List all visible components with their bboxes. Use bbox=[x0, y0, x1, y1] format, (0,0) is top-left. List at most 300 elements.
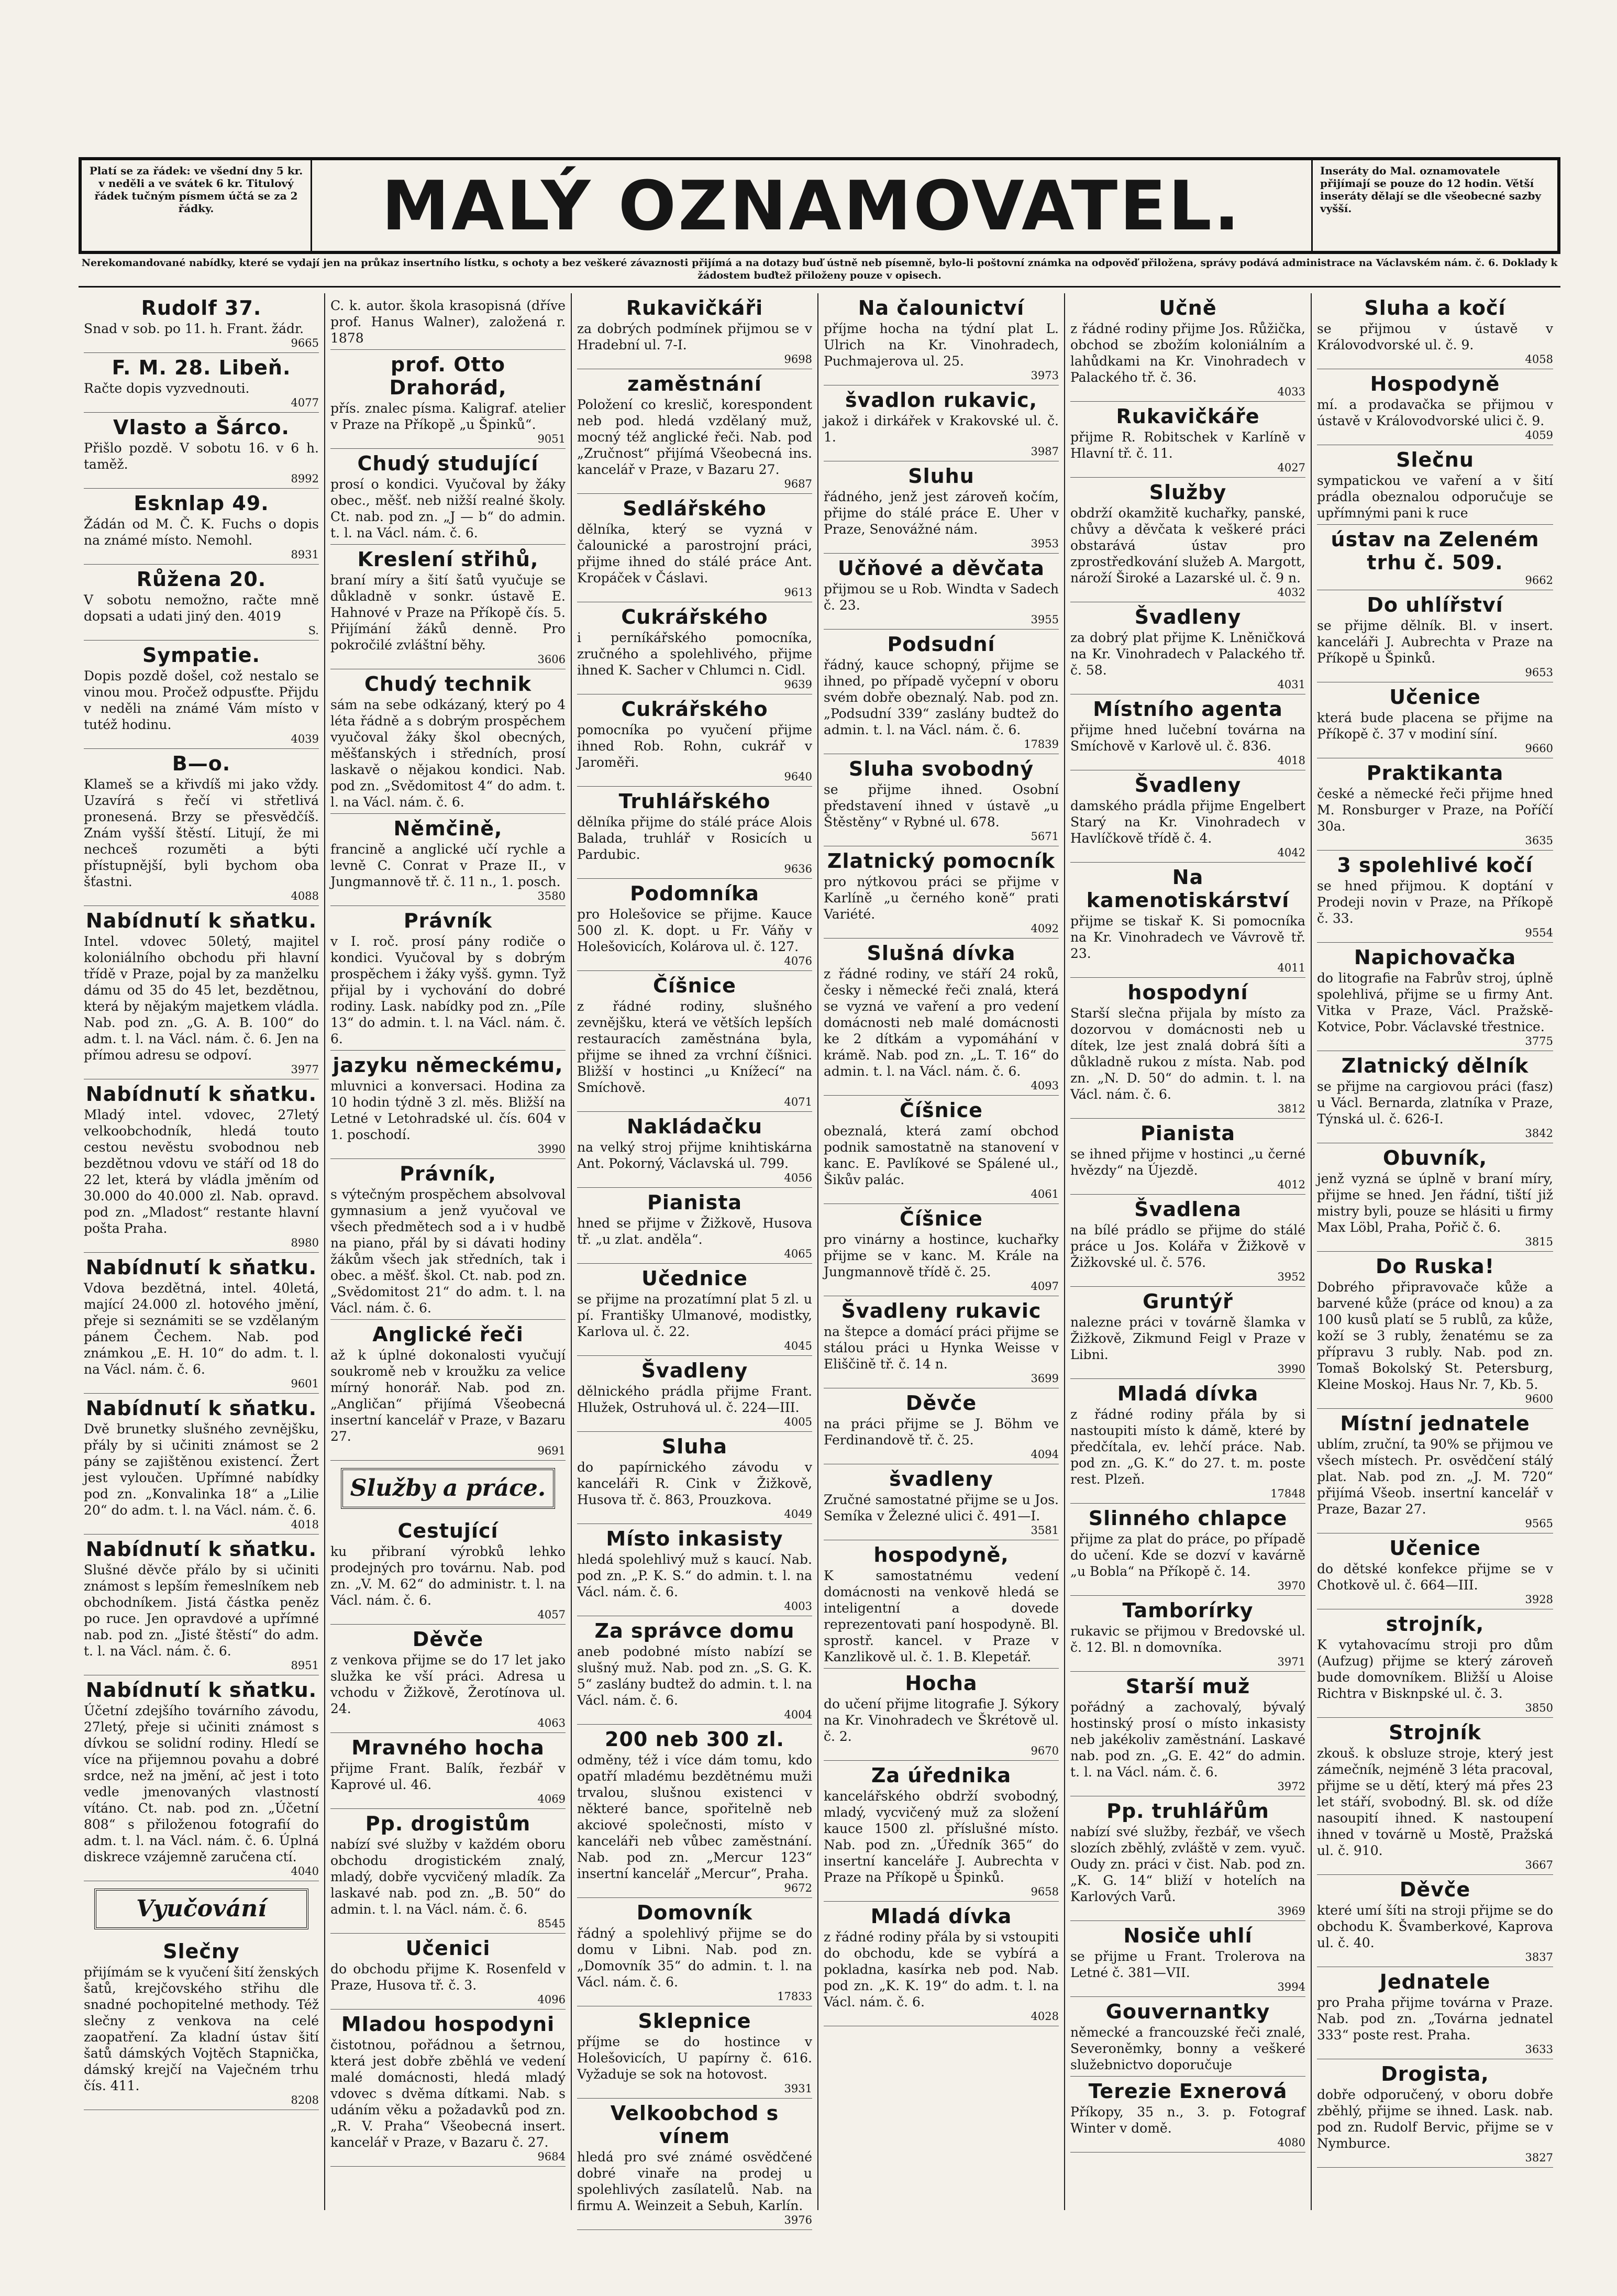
ad-text: české a německé řeči přijme hned M. Ronsburger v Praze, na Poříčí 30a. bbox=[1317, 786, 1553, 834]
ad-title: Číšnice bbox=[653, 974, 736, 997]
classified-ad bbox=[330, 906, 566, 1051]
ad-code: 4088 bbox=[291, 890, 319, 902]
ad-code: 4065 bbox=[784, 1248, 812, 1260]
ad-code: 4018 bbox=[291, 1518, 319, 1531]
ad-title: Švadlena bbox=[1134, 1198, 1242, 1221]
classified-ad bbox=[577, 1264, 812, 1356]
ad-text: pro Holešovice se přijme. Kauce 500 zl. K. dopt. u Fr. Váňy v Holešovicích, Kolárova ul. č. 127. bbox=[577, 907, 812, 954]
ad-code: 4097 bbox=[1031, 1280, 1059, 1293]
ad-title: Nabídnutí k sňatku. bbox=[85, 1397, 317, 1420]
ad-title: Anglické řeči bbox=[372, 1323, 524, 1346]
ad-text: do učení přijme litografie J. Sýkory na Kr. Vinohradech ve Škrétově ul. č. 2. bbox=[824, 1696, 1059, 1744]
ad-title: Strojník bbox=[1389, 1721, 1481, 1744]
ad-code: 3970 bbox=[1277, 1580, 1305, 1592]
ad-text: pomocníka po vyučení přijme ihned Rob. Rohn, cukrář v Jaroměři. bbox=[577, 722, 812, 770]
classified-ad bbox=[1070, 1504, 1305, 1596]
ad-code: 4061 bbox=[1031, 1188, 1059, 1200]
column-4 bbox=[818, 293, 1065, 2210]
ad-code: 8931 bbox=[291, 548, 319, 561]
classified-ad bbox=[1317, 1967, 1553, 2059]
ad-title: Domovník bbox=[636, 1901, 753, 1924]
ad-title: Do Ruska! bbox=[1375, 1255, 1495, 1278]
ad-text: Vdova bezdětná, intel. 40letá, mající 24.000 zl. hotového jmění, přeje si seznámiti se se vzdělaným pánem Čechem. Nab. pod známkou „E. H. 10“ do adm. t. l. na Václ. nám. č. 6. bbox=[84, 1281, 319, 1377]
classified-ad bbox=[824, 1388, 1059, 1464]
ad-title: Číšnice bbox=[900, 1207, 983, 1230]
ad-title: prof. Otto Drahorád, bbox=[389, 353, 507, 399]
ad-code: 4069 bbox=[537, 1793, 566, 1805]
ad-code: 3971 bbox=[1277, 1655, 1305, 1668]
ad-text: se přijme u Frant. Trolerova na Letné č. 381—VII. bbox=[1070, 1949, 1305, 1980]
ad-text: dělníka přijme do stálé práce Alois Balada, truhlář v Rosicích u Pardubic. bbox=[577, 814, 812, 862]
ad-code: 3635 bbox=[1525, 834, 1553, 847]
ad-title: Chudý studující bbox=[357, 452, 539, 475]
classified-ad bbox=[1317, 293, 1553, 369]
ad-title: Truhlářského bbox=[618, 790, 771, 813]
classified-ad bbox=[1317, 2059, 1553, 2168]
ad-title: Sluhu bbox=[908, 465, 974, 488]
ad-title: Velkoobchod s vínem bbox=[610, 2102, 779, 2148]
ad-code: 9640 bbox=[784, 770, 812, 783]
ad-title: Růžena 20. bbox=[136, 568, 267, 591]
ad-title: Pp. truhlářům bbox=[1106, 1800, 1269, 1823]
ad-text: za dobrý plat přijme K. Lněničková na Kr. Vinohradech v Palackého tř. č. 58. bbox=[1070, 630, 1305, 678]
classified-ad bbox=[1317, 1718, 1553, 1875]
ad-code: 4057 bbox=[537, 1608, 566, 1621]
ad-code: 3955 bbox=[1031, 613, 1059, 626]
ad-title: Nabídnutí k sňatku. bbox=[85, 1083, 317, 1106]
classified-ad bbox=[824, 1761, 1059, 1902]
classified-ad bbox=[1070, 1796, 1305, 1921]
ad-text: německé a francouzské řeči znalé, Severoněmky, bonny a veškeré služebnictvo doporučuje bbox=[1070, 2025, 1305, 2072]
classified-ad bbox=[1317, 1143, 1553, 1252]
ad-code: 4045 bbox=[784, 1340, 812, 1352]
classified-ad bbox=[577, 1432, 812, 1524]
ad-code: 4059 bbox=[1525, 429, 1553, 441]
classified-ad bbox=[824, 1669, 1059, 1761]
ad-text: francině a anglické učí rychle a levně C. Conrat v Praze II., v Jungmannově tř. č. 11 n., 1. posch. bbox=[330, 842, 566, 889]
ad-title: Rukavičkáře bbox=[1116, 405, 1260, 428]
ad-title: Na čalounictví bbox=[858, 296, 1025, 319]
ad-title: Esknlap 49. bbox=[134, 492, 269, 515]
classified-ad bbox=[330, 1809, 566, 1934]
classified-ad bbox=[84, 906, 319, 1079]
classified-ad bbox=[1070, 2077, 1305, 2152]
ad-title: švadleny bbox=[889, 1467, 993, 1491]
classified-ad bbox=[330, 350, 566, 449]
ad-text: jakož i dirkářek v Krakovské ul. č. 1. bbox=[824, 413, 1059, 445]
ad-text: čistotnou, pořádnou a šetrnou, která jest dobře zběhlá ve vedení malé domácnosti, hledá mladý vdovec s dvěma dítkami. Nab. s udáním věku a požadavků pod zn. „R. V. Praha“ Všeobecná insert. kancelář v Praze, v Bazaru č. 27. bbox=[330, 2037, 566, 2150]
ad-text: se ihned přijme v hostinci „u černé hvězdy“ na Újezdě. bbox=[1070, 1146, 1305, 1178]
ad-text: do dětské konfekce přijme se v Chotkově ul. č. 664—III. bbox=[1317, 1561, 1553, 1593]
ad-code: 4096 bbox=[537, 1993, 566, 2006]
classified-ad bbox=[577, 1188, 812, 1264]
classified-ad bbox=[1070, 1119, 1305, 1195]
ad-code: 9698 bbox=[784, 353, 812, 366]
classified-ad bbox=[330, 1934, 566, 2010]
ad-title: Slušná dívka bbox=[867, 942, 1016, 965]
ad-title: Drogista, bbox=[1381, 2062, 1489, 2085]
classified-ad bbox=[1070, 770, 1305, 863]
ad-text: na práci přijme se J. Böhm ve Ferdinandově tř. č. 25. bbox=[824, 1416, 1059, 1448]
ad-title: Hospodyně bbox=[1370, 372, 1500, 395]
classified-ad bbox=[824, 939, 1059, 1096]
classified-ad bbox=[577, 1898, 812, 2006]
ad-title: Vlasto a Šárco. bbox=[113, 416, 290, 439]
ad-code: 9687 bbox=[784, 478, 812, 490]
ad-code: 3581 bbox=[1031, 1524, 1059, 1537]
ad-text: příjme hocha na týdní plat L. Ulrich na Kr. Vinohradech, Puchmajerova ul. 25. bbox=[824, 321, 1059, 369]
ad-title: Nabídnutí k sňatku. bbox=[85, 1679, 317, 1702]
section-heading: Vyučování bbox=[94, 1889, 308, 1929]
ad-title: Napichovačka bbox=[1354, 946, 1516, 969]
ad-title: Hocha bbox=[905, 1672, 978, 1695]
classified-ad bbox=[824, 293, 1059, 385]
classified-ad bbox=[577, 2099, 812, 2230]
ad-title: Pianista bbox=[1140, 1122, 1236, 1145]
ad-code: 9665 bbox=[291, 337, 319, 349]
ad-text: na bílé prádlo se přijme do stálé práce u Jos. Kolářa v Žižkově v Žižkovské ul. č. 576. bbox=[1070, 1222, 1305, 1270]
ad-code: 9660 bbox=[1525, 742, 1553, 755]
classified-ad bbox=[84, 565, 319, 641]
ad-code: 4056 bbox=[784, 1172, 812, 1184]
ad-title: Místní jednatele bbox=[1340, 1412, 1530, 1435]
ad-title: Sklepnice bbox=[638, 2010, 751, 2033]
ad-text: Přišlo pozdě. V sobotu 16. v 6 h. taměž. bbox=[84, 440, 319, 472]
ad-text: Snad v sob. po 11. h. Frant. žádr. bbox=[84, 321, 304, 336]
classified-ad bbox=[1070, 1195, 1305, 1287]
ad-text: na velký stroj přijme knihtiskárna Ant. Pokorný, Václavská ul. 799. bbox=[577, 1140, 812, 1171]
ad-text: Mladý intel. vdovec, 27letý velkoobchodník, hledá touto cestou nevěstu svobodnou neb bezdětnou vdovu ve stáří od 18 do 22 let, která by vládla jměním od 30.000 do 40.000 zl. Nab. opravd. pod zn. „Mladost“ restante hlavní pošta Praha. bbox=[84, 1107, 319, 1236]
ad-text: hned se přijme v Žižkově, Husova tř. „u zlat. anděla“. bbox=[577, 1216, 812, 1247]
ad-text: zkouš. k obsluze stroje, který jest zámečník, nejméně 3 léta pracoval, přijme se u dětí, který má přes 23 let stáří, svobodný. Bl. sk. od díže nasoupití ihned. K nastoupení ihned v továrně u Mostě, Pražská ul. č. 910. bbox=[1317, 1746, 1553, 1858]
ad-code: 4093 bbox=[1031, 1079, 1059, 1092]
classified-ad bbox=[1317, 682, 1553, 758]
ad-text: mí. a prodavačka se přijmou v ústavě v Královodvorské ulici č. 9. bbox=[1317, 397, 1553, 428]
ad-code: 3987 bbox=[1031, 445, 1059, 458]
classified-ad bbox=[577, 1112, 812, 1188]
ad-text: Dvě brunetky slušného zevnějšku, přály by si učiniti známost se 2 pány se zajištěnou existencí. Žert jest vyloučen. Upřímné nabídky pod zn. „Konvalinka 18“ a „Lilie 20“ do adm. t. l. na Václ. nám. č. 6. bbox=[84, 1421, 319, 1518]
ad-title: Místního agenta bbox=[1093, 698, 1283, 721]
ad-code: 3976 bbox=[784, 2214, 812, 2226]
ad-title: Podsudní bbox=[887, 633, 995, 656]
classified-ad bbox=[1317, 445, 1553, 525]
ad-code: 17839 bbox=[1024, 738, 1059, 750]
section-heading: Služby a práce. bbox=[341, 1468, 555, 1509]
ad-code: 4039 bbox=[291, 733, 319, 745]
ad-code: 8545 bbox=[537, 1917, 566, 1930]
ad-code: 3837 bbox=[1525, 1951, 1553, 1963]
ad-title: jazyku německému, bbox=[333, 1054, 563, 1077]
ad-code: 3928 bbox=[1525, 1593, 1553, 1606]
ad-text: nalezne práci v továrně šlamka v Žižkově, Zikmund Feigl v Praze v Libni. bbox=[1070, 1315, 1305, 1362]
classified-ad bbox=[1070, 478, 1305, 602]
ad-text: z venkova přijme se do 17 let jako služka ke vší práci. Adresa u vchodu v Žižkově, Žerotínova ul. 24. bbox=[330, 1652, 566, 1716]
classified-ad bbox=[824, 846, 1059, 939]
column-1 bbox=[79, 293, 325, 2210]
ad-title: B—o. bbox=[172, 752, 231, 775]
ad-title: Do uhlířství bbox=[1367, 593, 1503, 616]
classified-ad bbox=[330, 1733, 566, 1809]
ad-code: 9691 bbox=[537, 1444, 566, 1457]
ad-text: se přijme ihned. Osobní představení ihned v ústavě „u Štěstěny“ v Rybné ul. 678. bbox=[824, 782, 1059, 830]
masthead-note: Nerekomandované nabídky, které se vydají jen na průkaz insertního lístku, s ochoty a bez veškeré závaznosti přijímá a na dotazy buď ústně neb písemně, bylo-li poštovní známka na odpověď přiložena, správy podává administrace na Václavském nám. č. 6. Doklady k žádostem buďtež přiloženy pouze v opisech. bbox=[79, 257, 1560, 288]
ad-code: 9565 bbox=[1525, 1517, 1553, 1530]
ad-title: Učně bbox=[1159, 296, 1217, 319]
classified-ad bbox=[1070, 1379, 1305, 1504]
ad-title: Němčině, bbox=[393, 817, 503, 840]
ad-text: Intel. vdovec 50letý, majitel koloniálního obchodu při hlavní třídě v Praze, pojal by za manželku dámu od 35 do 45 let, bezdětnou, která by nějakým majetkem vládla. Nab. pod zn. „G. A. B. 100“ do adm. t. l. na Václ. nám. č. 6. Jen na přímou adresu se odpoví. bbox=[84, 934, 319, 1063]
pricing-box: Platí se za řádek: ve všední dny 5 kr. v neděli a ve svátek 6 kr. Titulový řádek tučným písmem účtá se za 2 řádky. bbox=[82, 160, 312, 251]
ad-text: za dobrých podmínek přijmou se v Hradební ul. 7-I. bbox=[577, 321, 812, 352]
ad-text: přijme se tiskař K. Si pomocníka na Kr. Vinohradech ve Vávrově tř. 23. bbox=[1070, 913, 1305, 961]
ad-text: přijímám se k vyučení šití ženských šatů, krejčovského střihu dle snadné pochopitelné methody. Též slečny z venkova na celé zaopatření. Za kladní ústav šití šatů dámských Vojtěch Stapnička, dámský krejčí na Vaječném trhu čís. 411. bbox=[84, 1964, 319, 2093]
ad-title: Služby bbox=[1149, 481, 1227, 504]
ad-code: 4028 bbox=[1031, 2010, 1059, 2023]
classified-ad bbox=[330, 2010, 566, 2167]
ad-title: Gouvernantky bbox=[1105, 2000, 1270, 2023]
classified-ad bbox=[577, 1616, 812, 1725]
ad-title: zaměstnání bbox=[627, 372, 762, 395]
classified-ad bbox=[577, 494, 812, 602]
ad-title: Podomníka bbox=[630, 882, 759, 905]
ad-text: z řádné rodiny přála by si vstoupiti do obchodu, kde se vybírá a pokladna, kasírka neb pod. Nab. pod zn. „K. K. 19“ do adm. t. l. na Václ. nám. č. 6. bbox=[824, 1929, 1059, 2010]
classified-ad bbox=[330, 814, 566, 906]
ad-text: nabízí své služby, řezbář, ve všech slozích zběhlý, zvláště v zem. vyuč. Oudy zn. práci v čist. Nab. pod zn. „K. G. 14“ bliží v hotelích na Karlových Varů. bbox=[1070, 1824, 1305, 1904]
classified-ad bbox=[84, 641, 319, 749]
ad-title: Sluha a kočí bbox=[1364, 296, 1506, 319]
classified-ad bbox=[577, 2006, 812, 2099]
ad-title: Nosiče uhlí bbox=[1123, 1924, 1253, 1947]
ad-code: 3931 bbox=[784, 2082, 812, 2095]
ad-title: Švadleny rukavic bbox=[841, 1299, 1042, 1322]
classified-ad bbox=[1317, 943, 1553, 1051]
deadline-box: Inseráty do Mal. oznamovatele přijímají se pouze do 12 hodin. Větší inseráty dělají se dle všeobecné sazby vyšší. bbox=[1311, 160, 1557, 251]
ad-title: Chudý technik bbox=[364, 672, 532, 696]
ad-title: 3 spolehlivé kočí bbox=[1337, 854, 1533, 877]
classified-ad bbox=[1317, 1609, 1553, 1718]
classified-ad bbox=[1317, 1252, 1553, 1409]
ad-text: obeznalá, která zamí obchod podnik samostatně na stanovení v kanc. E. Pavlíkové se Spálené ul., Šikův palác. bbox=[824, 1123, 1059, 1187]
ad-code: S. bbox=[308, 624, 319, 637]
classified-ad bbox=[84, 353, 319, 413]
classified-ad bbox=[824, 385, 1059, 461]
classified-ad bbox=[1317, 1409, 1553, 1533]
classified-ad bbox=[84, 1535, 319, 1675]
ad-title: Učednice bbox=[641, 1267, 748, 1290]
ad-text: dělnického prádla přijme Frant. Hlužek, Ostruhová ul. č. 224—III. bbox=[577, 1384, 812, 1415]
ad-code: 9653 bbox=[1525, 666, 1553, 679]
ad-text: sám na sebe odkázaný, který po 4 léta řádně a s dobrým prospěchem vyučoval žáky škol obecných, měšťanských i středních, prosí laskavě o nějakou kondici. Nab. pod zn. „Svědomitost 4“ do adm. t. l. na Václ. nám. č. 6. bbox=[330, 697, 566, 810]
ad-code: 4049 bbox=[784, 1508, 812, 1520]
classified-ad bbox=[84, 1937, 319, 2110]
classified-ad bbox=[1317, 1875, 1553, 1967]
ad-code: 4032 bbox=[1277, 586, 1305, 599]
classified-ad bbox=[824, 630, 1059, 754]
ad-code: 4058 bbox=[1525, 353, 1553, 366]
ad-code: 3815 bbox=[1525, 1235, 1553, 1248]
classified-ad bbox=[84, 1675, 319, 1881]
ad-code: 4092 bbox=[1031, 922, 1059, 935]
ad-title: Mravného hocha bbox=[351, 1736, 545, 1759]
ad-code: 5671 bbox=[1031, 830, 1059, 843]
ad-code: 4033 bbox=[1277, 385, 1305, 398]
ad-title: Učňové a děvčata bbox=[838, 557, 1045, 580]
classified-ad bbox=[84, 1253, 319, 1394]
ad-text: z řádné rodiny, slušného zevnějšku, která ve větších lepších restauracích zaměstnána byla, přijme se ihned za vrchní číšnici. Bližší v hostinci „u Knížecí“ na Smíchově. bbox=[577, 999, 812, 1095]
ad-text: Účetní zdejšího továrního závodu, 27letý, přeje si učiniti známost s dívkou se solidní rodiny. Hledí se více na přijemnou povahu a dobré srdce, než na jmění, ač jest i toto vedle jmenovaných vlastností vítáno. Ct. nab. pod zn. „Účetní 808“ s přiloženou fotografií do adm. t. l. na Václ. nám. č. 6. Úplná diskrece vzájemně zaručena ctí. bbox=[84, 1703, 319, 1864]
ad-title: Mladá dívka bbox=[870, 1905, 1012, 1928]
ad-code: 4004 bbox=[784, 1708, 812, 1721]
ad-title: Nabídnutí k sňatku. bbox=[85, 1538, 317, 1561]
classified-ad bbox=[824, 1296, 1059, 1388]
classified-ad bbox=[84, 293, 319, 353]
ad-code: 3994 bbox=[1277, 1981, 1305, 1993]
classified-ad bbox=[1070, 1672, 1305, 1796]
classified-ad bbox=[577, 787, 812, 879]
ad-code: 4094 bbox=[1031, 1448, 1059, 1461]
ad-text: Zručné samostatné přijme se u Jos. Semíka v Železné ulici č. 491—I. bbox=[824, 1492, 1059, 1524]
ad-text: aneb podobné místo nabízí se slušný muž. Nab. pod zn. „S. G. K. 5“ zaslány budtež do admin. t. l. na Václ. nám. č. 6. bbox=[577, 1644, 812, 1708]
ad-text: ublím, zruční, ta 90% se přijmou ve všech místech. Pr. osvědčení stálý plat. Nab. pod zn. „J. M. 720“ přijímá Všeob. insertní kancelář v Praze, Bazar 27. bbox=[1317, 1437, 1553, 1517]
classified-ad bbox=[824, 554, 1059, 630]
ad-text: jenž vyzná se úplně v braní míry, přijme se hned. Jen řádní, tiští již mistry byli, pouze se hlásiti u firmy Max Löbl, Praha, Pořič č. 6. bbox=[1317, 1171, 1553, 1235]
ad-text: i perníkářského pomocníka, zručného a spolehlivého, přijme ihned K. Sacher v Chlumci n. Cidl. bbox=[577, 630, 812, 678]
ad-text: braní míry a šití šatů vyučuje se důkladně v sonkr. ústavě E. Hahnové v Praze na Příkopě čís. 5. Přijímání žáků denně. Pro pokročilé zvláštní běhy. bbox=[330, 572, 566, 653]
ad-text: příjme se do hostince v Holešovicích, U papírny č. 616. Vyžaduje se sok na hotovost. bbox=[577, 2034, 812, 2082]
ad-title: Jednatele bbox=[1379, 1970, 1491, 1993]
ad-text: damského prádla přijme Engelbert Starý na Kr. Vinohradech v Havlíčkově třídě č. 4. bbox=[1070, 798, 1305, 846]
ad-code: 9636 bbox=[784, 863, 812, 875]
ad-title: Mladá dívka bbox=[1117, 1382, 1259, 1405]
ad-code: 3952 bbox=[1277, 1271, 1305, 1283]
classified-ad bbox=[84, 413, 319, 489]
ad-text: řádný a spolehlivý přijme se do domu v Libni. Nab. pod zn. „Domovník 35“ do admin. t. l. na Václ. nám. č. 6. bbox=[577, 1926, 812, 1990]
column-2 bbox=[325, 293, 572, 2210]
ad-text: Žádán od M. Č. K. Fuchs o dopis na známé místo. Nemohl. bbox=[84, 516, 319, 548]
ad-code: 9670 bbox=[1031, 1745, 1059, 1757]
ad-text: z řádné rodiny přála by si nastoupiti místo k dámě, které by předčítala, ev. lehčí práce. Nab. pod zn. „G. K.“ do 27. t. m. poste rest. Plzeň. bbox=[1070, 1407, 1305, 1487]
ad-title: Kreslení střihů, bbox=[357, 548, 539, 571]
ad-code: 4011 bbox=[1277, 962, 1305, 974]
ad-title: Praktikanta bbox=[1366, 761, 1504, 785]
ad-text: hledá spolehlivý muž s kaucí. Nab. pod zn. „P. K. S.“ do admin. t. l. na Václ. nám. č. 6. bbox=[577, 1552, 812, 1599]
classified-ad bbox=[1317, 1051, 1553, 1143]
ad-title: Gruntýř bbox=[1143, 1290, 1233, 1313]
ad-code: 4042 bbox=[1277, 846, 1305, 859]
ad-text: v I. roč. prosí pány rodiče o kondici. Vyučoval by s dobrým prospěchem i žáky vyšš. gymn. Tyž přijal by i vychování do dobré rodiny. Lask. nabídky pod zn. „Píle 13“ do admin. t. l. na Václ. nám. č. 6. bbox=[330, 934, 566, 1046]
classified-ad bbox=[577, 293, 812, 369]
ad-text: C. k. autor. škola krasopisná (dříve prof. Hanus Walner), založená r. 1878 bbox=[330, 298, 566, 346]
ad-text: které umí šíti na stroji přijme se do obchodu K. Švamberkové, Kaprova ul. č. 40. bbox=[1317, 1903, 1553, 1950]
ad-code: 17833 bbox=[777, 1990, 812, 2003]
classified-ad bbox=[577, 1524, 812, 1616]
ad-title: Zlatnický dělník bbox=[1341, 1054, 1529, 1077]
ad-code: 4063 bbox=[537, 1717, 566, 1729]
ad-title: Slinného chlapce bbox=[1088, 1507, 1288, 1530]
ad-text: na štepce a domácí práci přijme se stálou práci u Hynka Weisse v Eliščině tř. č. 14 n. bbox=[824, 1324, 1059, 1372]
ad-text: mluvnici a konversaci. Hodina za 10 hodin týdně 3 zl. měs. Bližší na Letné v Letohradské ul. čís. 604 v 1. poschodí. bbox=[330, 1078, 566, 1142]
ad-text: se přijme dělník. Bl. v insert. kanceláři J. Aubrechta v Praze na Příkopě u Špinků. bbox=[1317, 618, 1553, 666]
classified-ad bbox=[577, 1356, 812, 1432]
ad-columns bbox=[79, 293, 1560, 2226]
ad-code: 4005 bbox=[784, 1416, 812, 1428]
ad-code: 3990 bbox=[1277, 1363, 1305, 1375]
ad-text: obdrží okamžitě kuchařky, panské, chůvy a děvčata k veškeré práci obstarává ústav pro zprostředkování služeb A. Margott, nároží Široké a Lazarské ul. č. 9 n. bbox=[1070, 505, 1305, 586]
ad-code: 4027 bbox=[1277, 461, 1305, 474]
classified-ad bbox=[330, 449, 566, 545]
ad-code: 4076 bbox=[784, 955, 812, 967]
classified-ad bbox=[1070, 602, 1305, 694]
ad-code: 4071 bbox=[784, 1096, 812, 1108]
ad-text: Slušné děvče přálo by si učiniti známost s lepším řemeslníkem neb obchodníkem. Jistá částka peněz po ruce. Jen opravdové a upřímné nab. pod zn. „Jisté štěstí“ do adm. t. l. na Václ. nám. č. 6. bbox=[84, 1562, 319, 1659]
ad-code: 3667 bbox=[1525, 1859, 1553, 1871]
ad-text: sympatickou ve vaření a v šití prádla obeznalou odporučuje se upřímnými pani k ruce bbox=[1317, 473, 1553, 521]
ad-text: Račte dopis vyzvednouti. bbox=[84, 381, 250, 396]
classified-ad bbox=[330, 669, 566, 814]
ad-text: do litografie na Fabrův stroj, úplně spolehlivá, přijme se u firmy Ant. Vitka v Praze, Václ. Pražskě-Kotvice, Pobr. Václavské třestnice. bbox=[1317, 970, 1553, 1034]
ad-code: 9639 bbox=[784, 678, 812, 691]
ad-title: švadlon rukavic, bbox=[845, 389, 1038, 412]
ad-code: 4031 bbox=[1277, 678, 1305, 691]
ad-text: se přijme na prozatímní plat 5 zl. u pí. Františky Ulmanové, modistky, Karlova ul. č. 22. bbox=[577, 1292, 812, 1339]
ad-title: Zlatnický pomocník bbox=[827, 849, 1056, 873]
classified-ad bbox=[824, 1902, 1059, 2026]
ad-title: Za správce domu bbox=[594, 1619, 795, 1642]
ad-code: 9684 bbox=[537, 2150, 566, 2163]
ad-title: hospodyní bbox=[1127, 981, 1248, 1004]
classified-ad bbox=[1317, 758, 1553, 851]
classified-ad bbox=[330, 1320, 566, 1461]
ad-title: F. M. 28. Libeň. bbox=[112, 356, 291, 379]
ad-code: 4080 bbox=[1277, 2136, 1305, 2149]
ad-title: Sluha svobodný bbox=[848, 757, 1034, 780]
ad-text: hledá pro své známé osvědčené dobré vinaře na prodej u spolehlivých zasílatelů. Nab. na firmu A. Weinzeit a Sebuh, Karlín. bbox=[577, 2149, 812, 2213]
ad-text: K vytahovacímu stroji pro dům (Aufzug) přijme se který zároveň bude domovníkem. Bližší u Aloise Richtra v Bisknpské ul. č. 3. bbox=[1317, 1637, 1553, 1701]
ad-code: 9601 bbox=[291, 1377, 319, 1390]
ad-code: 3990 bbox=[537, 1143, 566, 1155]
classified-ad bbox=[577, 971, 812, 1112]
ad-title: Švadleny bbox=[1134, 774, 1242, 797]
ad-code: 9672 bbox=[784, 1882, 812, 1894]
classified-ad bbox=[84, 749, 319, 906]
page-title: MALÝ OZNAMOVATEL. bbox=[381, 165, 1242, 246]
classified-ad bbox=[1070, 1997, 1305, 2077]
ad-code: 3775 bbox=[1525, 1035, 1553, 1047]
classified-ad bbox=[824, 1096, 1059, 1204]
ad-title: Rudolf 37. bbox=[141, 296, 262, 319]
ad-text: odměny, též i více dám tomu, kdo opatří mladému bezdětnému muži trvalou, slušnou existenci v některé bance, spořitelně neb akciové společnosti, místo v kanceláři neb vůbec zaměstnání. Nab. pod zn. „Mercur 123“ insertní kancelář „Mercur“, Praha. bbox=[577, 1752, 812, 1881]
ad-title: Cukrářského bbox=[621, 698, 768, 721]
classified-ad bbox=[84, 1079, 319, 1253]
ad-code: 9554 bbox=[1525, 926, 1553, 939]
ad-title: Cukrářského bbox=[621, 605, 768, 628]
ad-title: Sluha bbox=[661, 1435, 728, 1458]
ad-title: Učenici bbox=[405, 1937, 491, 1960]
ad-code: 9658 bbox=[1031, 1885, 1059, 1898]
ad-text: pro nýtkovou práci se přijme v Karlíně „u černého koně“ prati Variété. bbox=[824, 874, 1059, 922]
ad-title: Nabídnutí k sňatku. bbox=[85, 1256, 317, 1279]
ad-text: Položení co kreslič, korespondent neb pod. hledá vzdělaný muž, mocný též anglické řeči. Nab. pod „Zručnost“ přijímá Všeobecná ins. kancelář v Praze, v Bazaru 27. bbox=[577, 397, 812, 477]
ad-code: 3973 bbox=[1031, 369, 1059, 382]
ad-text: do obchodu přijme K. Rosenfeld v Praze, Husova tř. č. 3. bbox=[330, 1961, 566, 1993]
ad-code: 8951 bbox=[291, 1659, 319, 1672]
classified-ad bbox=[1070, 1287, 1305, 1379]
classified-ad bbox=[577, 879, 812, 971]
ad-code: 3580 bbox=[537, 890, 566, 902]
ad-title: Číšnice bbox=[900, 1099, 983, 1122]
ad-code: 17848 bbox=[1270, 1487, 1305, 1500]
ad-text: pro vinárny a hostince, kuchařky přijme se v kanc. M. Krále na Jungmannově třídě č. 25. bbox=[824, 1232, 1059, 1279]
